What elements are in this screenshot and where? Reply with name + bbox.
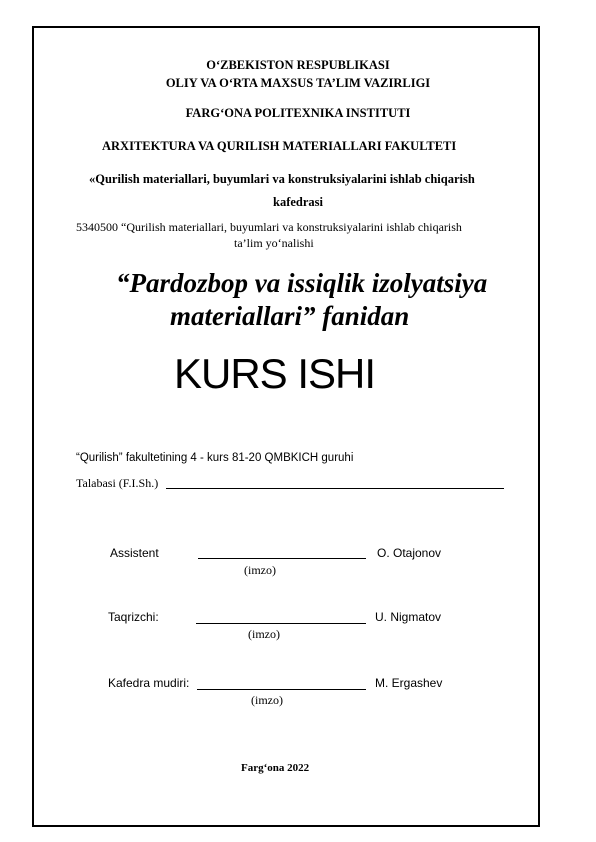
ministry-line-1: O‘ZBEKISTON RESPUBLIKASI [206, 58, 390, 72]
subject-title-line-1: “Pardozbop va issiqlik izolyatsiya [116, 268, 488, 298]
ministry-line-2: OLIY VA O‘RTA MAXSUS TA’LIM VAZIRLIGI [165, 76, 431, 90]
reviewer-label: Taqrizchi: [108, 610, 159, 624]
assistant-name: O. Otajonov [377, 546, 442, 560]
department-word: kafedrasi [273, 195, 323, 209]
reviewer-name: U. Nigmatov [375, 610, 442, 624]
student-name-line [166, 488, 504, 489]
reviewer-signature-caption: (imzo) [248, 627, 280, 641]
institute-name: FARG‘ONA POLITEXNIKA INSTITUTI [185, 106, 411, 120]
document-type-title: KURS ISHI [174, 350, 376, 397]
faculty-name: ARXITEKTURA VA QURILISH MATERIALLARI FAKULTETI [102, 139, 457, 153]
subject-title-line-2: materiallari” fanidan [170, 301, 410, 331]
head-signature-caption: (imzo) [251, 693, 283, 707]
assistant-label: Assistent [110, 546, 159, 560]
specialty-line: 5340500 “Qurilish materiallari, buyumlari va konstruksiyalarini ishlab chiqarish [76, 220, 462, 234]
department-name: «Qurilish materiallari, buyumlari va konstruksiyalarini ishlab chiqarish [89, 172, 475, 186]
student-label: Talabasi (F.I.Sh.) [76, 476, 159, 490]
reviewer-signature-line [196, 623, 366, 624]
city-year: Farg‘ona 2022 [241, 762, 310, 774]
head-name: M. Ergashev [375, 676, 443, 690]
assistant-signature-line [198, 558, 366, 559]
head-signature-line [197, 689, 366, 690]
specialty-field: ta’lim yo‘nalishi [234, 236, 314, 250]
student-info: “Qurilish” fakultetining 4 - kurs 81-20 QMBKICH guruhi [76, 452, 354, 464]
assistant-signature-caption: (imzo) [244, 563, 276, 577]
head-label: Kafedra mudiri: [108, 676, 190, 690]
